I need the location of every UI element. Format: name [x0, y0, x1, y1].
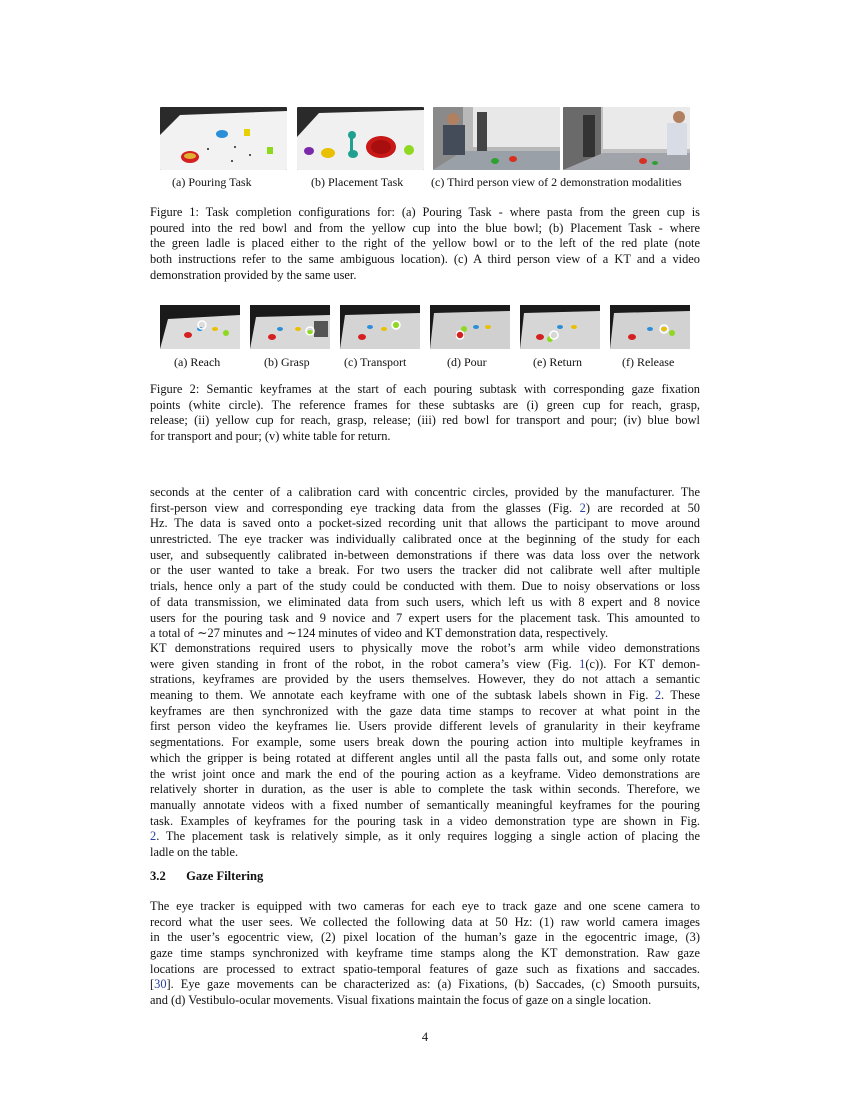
text-line: KT demonstrations required users to physically move the robot’s arm while video demonstrations — [150, 641, 700, 655]
figure1-caption-a: (a) Pouring Task — [172, 175, 252, 189]
section-title: Gaze Filtering — [186, 869, 264, 883]
figure1-caption-b: (b) Placement Task — [311, 175, 404, 189]
text-line: Hz. The data is saved onto a pocket-sized recording unit that allows the participant to move around — [150, 516, 700, 531]
keyframe-return-image — [520, 305, 600, 349]
figure2-caption — [150, 382, 700, 445]
keyframe-release-image — [610, 305, 690, 349]
figure2-caption-line: Figure 2: Semantic keyframes at the start of each pouring subtask with corresponding gaze fixation — [150, 382, 700, 396]
figure2-caption-d: (d) Pour — [447, 355, 487, 369]
keyframe-reach-image — [160, 305, 240, 349]
text-line: segmentations. For example, some users break down the pouring action into multiple keyframes in — [150, 735, 700, 750]
text-line: ladle on the table. — [150, 844, 239, 859]
body-paragraph-2 — [150, 641, 700, 861]
third-person-kt-image — [433, 107, 560, 170]
text-line: meaning to them. We annotate each keyframe with one of the subtask labels shown in Fig. 2. These — [150, 688, 700, 703]
text-line: unrestricted. The eye tracker was individually calibrated once at the beginning of the study for each — [150, 532, 700, 547]
figure2-caption-c: (c) Transport — [344, 355, 407, 369]
section-heading — [150, 869, 263, 884]
figure1-caption-c: (c) Third person view of 2 demonstration modalities — [431, 175, 682, 189]
keyframe-grasp-image — [250, 305, 330, 349]
keyframe-transport-image — [340, 305, 420, 349]
text-line: or the user wanted to take a break. For two users the tracker did not calibrate well after multiple — [150, 563, 700, 578]
text-line: trials, hence only a part of the study could be conducted with them. Due to noisy observations or loss — [150, 579, 700, 594]
figure2-caption-line: for transport and pour; (v) white table for return. — [150, 429, 391, 444]
text-line: relatively shorter in duration, as the user is able to complete the task within seconds. Therefore, we — [150, 782, 700, 797]
text-line: task. Examples of keyframes for the pouring task in a video demonstration type are shown in Fig. — [150, 813, 700, 828]
text-line: in the user’s egocentric view, (2) pixel location of the human’s gaze in the egocentric image, (3) — [150, 930, 700, 945]
text-line: first person video the keyframes lie. Users provide different levels of granularity in their keyframe — [150, 719, 700, 734]
figure1-caption-line: the green ladle is placed either to the right of the yellow bowl or to the left of the red plate (note — [150, 236, 700, 251]
text-line: gaze time stamps synchronized with keyframe time stamps along the KT demonstration. Raw gaze — [150, 946, 700, 961]
text-line: manually annotate videos with a fixed number of semantically meaningful keyframes for the pouring — [150, 797, 700, 812]
text-line: seconds at the center of a calibration card with concentric circles, provided by the manufacturer. The — [150, 485, 700, 499]
text-line: of data transmission, we eliminated data from such users, which left us with 8 expert and 8 novice — [150, 594, 700, 609]
text-line: were given standing in front of the robot, in the robot camera’s view (Fig. 1(c)). For KT demon- — [150, 656, 701, 671]
text-line: users for the pouring task and 9 novice and 7 expert users for the placement task. This amounted to — [150, 610, 700, 625]
body-paragraph-3 — [150, 899, 700, 1009]
placement-task-image — [297, 107, 424, 170]
figure1-caption-line: demonstration provided by the same user. — [150, 267, 357, 282]
figure2-caption-e: (e) Return — [533, 355, 582, 369]
text-line: The eye tracker is equipped with two cameras for each eye to track gaze and one scene camera to — [150, 899, 700, 913]
body-paragraph-1 — [150, 485, 700, 642]
text-line: first-person view and corresponding eye tracking data from the glasses (Fig. 2) are recorded at 50 — [150, 500, 701, 515]
figure1-caption — [150, 205, 700, 283]
figure2-caption-f: (f) Release — [622, 355, 675, 369]
pouring-task-image — [160, 107, 287, 170]
text-line: a total of ∼27 minutes and ∼124 minutes of video and KT demonstration data, respectively. — [150, 626, 609, 641]
figure2-caption-b: (b) Grasp — [264, 355, 310, 369]
figure2-caption-line: release; (ii) yellow cup for reach, grasp, release; (iii) red bowl for transport and pour; (iv) blue bowl — [150, 413, 700, 428]
text-line: locations are processed to extract spatio-temporal features of gaze such as fixations and saccades. — [150, 961, 700, 976]
figure1-caption-line: Figure 1: Task completion configurations for: (a) Pouring Task - where pasta from the green cup is — [150, 205, 700, 219]
text-line: strations, keyframes are provided by the users themselves. However, they do not attach a semantic — [150, 672, 700, 687]
text-line: which the gripper is being rotated at different angles until all the pasta falls out, and some only rotate — [150, 750, 700, 765]
page-number: 4 — [421, 1030, 429, 1044]
text-line: the wrist joint once and mark the end of the pouring action as a keyframe. Video demonstrations are — [150, 766, 700, 781]
text-line: keyframes are then synchronized with the gaze data time stamps to recover at what point in the — [150, 703, 700, 718]
figure2-caption-line: points (white circle). The reference frames for these subtasks are (i) green cup for reach, grasp, — [150, 397, 700, 412]
text-line: record what the user sees. We collected the following data at 50 Hz: (1) raw world camera images — [150, 914, 700, 929]
section-number: 3.2 — [150, 869, 166, 883]
keyframe-pour-image — [430, 305, 510, 349]
figure1-caption-line: both instructions refer to the same ambiguous location). (c) A third person view of a KT and a video — [150, 252, 700, 267]
text-line: [30]. Eye gaze movements can be characterized as: (a) Fixations, (b) Saccades, (c) Smooth pursuits, — [150, 977, 700, 992]
third-person-video-image — [563, 107, 690, 170]
text-line: user, and subsequently calibrated in-between demonstrations if there was data loss over the network — [150, 547, 700, 562]
figure1-caption-line: poured into the red bowl and from the yellow cup into the blue bowl; (b) Placement Task - where — [150, 220, 700, 235]
text-line: and (d) Vestibulo-ocular movements. Visual fixations maintain the focus of gaze on a single location. — [150, 993, 652, 1008]
text-line: 2. The placement task is relatively simple, as it only requires logging a single action of placing the — [150, 829, 700, 844]
figure2-caption-a: (a) Reach — [174, 355, 221, 369]
